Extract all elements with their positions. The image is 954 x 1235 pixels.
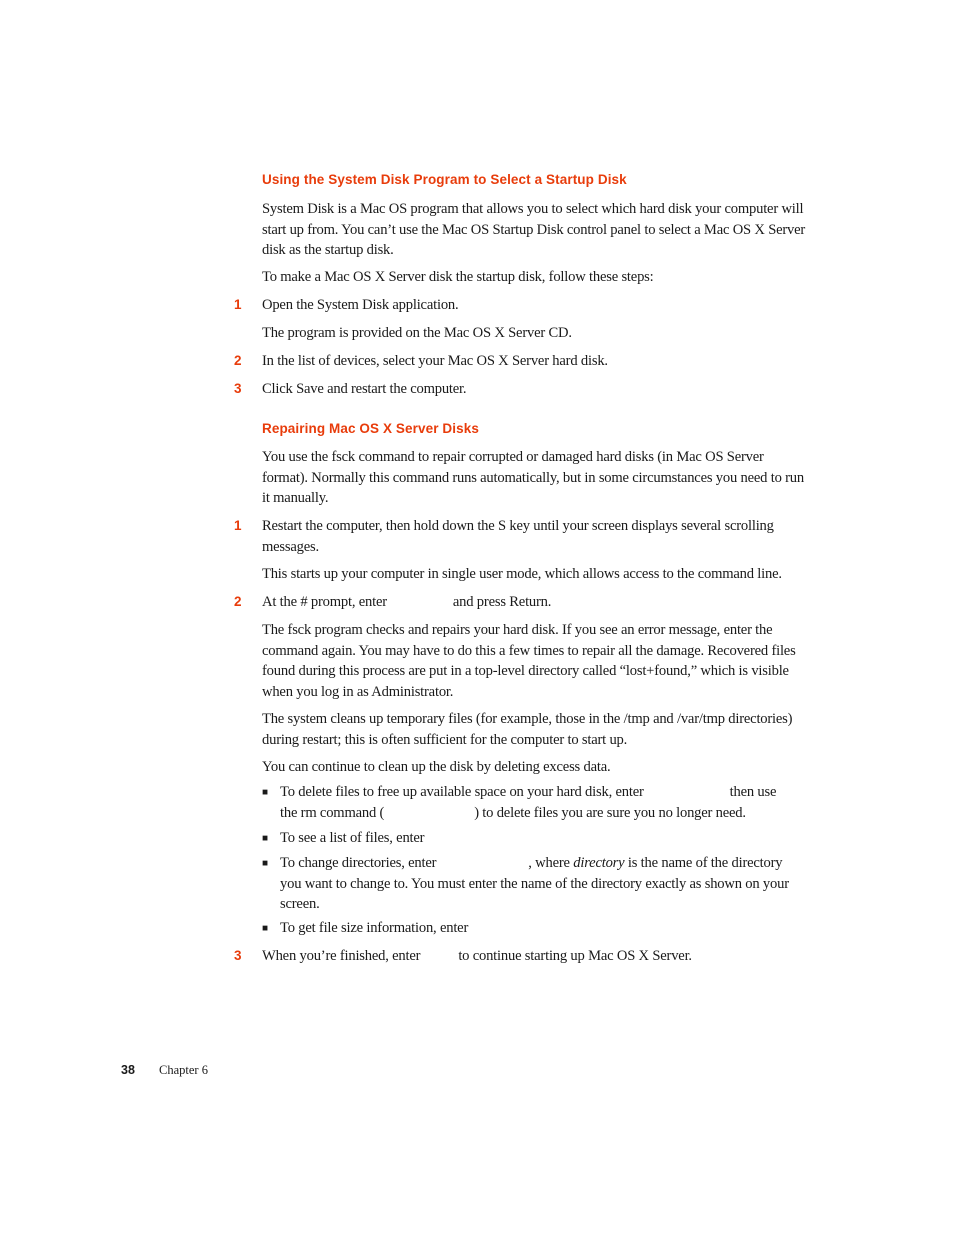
bullet-item: To see a list of files, enter xyxy=(280,830,425,846)
step-number: 1 xyxy=(234,518,242,533)
step-text-part: When you’re finished, enter xyxy=(262,948,421,964)
step-text-finish xyxy=(262,946,807,967)
bullet-text: To delete files to free up available space on your hard disk, enter xyxy=(280,784,644,800)
bullet-text: To change directories, enter xyxy=(280,855,437,871)
section-heading-system-disk: Using the System Disk Program to Select a Startup Disk xyxy=(262,172,627,187)
step-text: Restart the computer, then hold down the S key until your screen displays several scrolling messages. xyxy=(262,518,774,555)
step-text: Click Save and restart the computer. xyxy=(262,381,467,397)
step-number: 3 xyxy=(234,381,242,396)
bullet-text: , where xyxy=(528,855,570,871)
step-text: In the list of devices, select your Mac OS X Server hard disk. xyxy=(262,353,608,369)
paragraph-fsck-intro: You use the fsck command to repair corrupted or damaged hard disks (in Mac OS Server format). Normally this command runs automatically, but in some circumstances you need to run it manually. xyxy=(262,449,804,507)
step-note: The program is provided on the Mac OS X Server CD. xyxy=(262,325,572,341)
step-number: 2 xyxy=(234,353,242,368)
step-text-part: and press Return. xyxy=(452,594,552,610)
step-number: 2 xyxy=(234,594,242,609)
chapter-label: Chapter 6 xyxy=(159,1063,208,1077)
bullet-text: ) to delete files you are sure you no longer need. xyxy=(474,804,746,821)
paragraph-continue-cleanup: You can continue to clean up the disk by deleting excess data. xyxy=(262,759,611,775)
bullet-item: To get file size information, enter xyxy=(280,920,469,936)
bullet-text: then use xyxy=(729,784,777,800)
bullet-text: the rm command ( xyxy=(280,804,385,821)
bullet-text: is the name of the xyxy=(627,855,729,871)
step-text: Open the System Disk application. xyxy=(262,297,459,313)
paragraph-system-disk-intro: System Disk is a Mac OS program that allows you to select which hard disk your computer will start up from. You can’t use the Mac OS Startup Disk control panel to select a Mac OS X Server disk as the startup disk. xyxy=(262,201,806,259)
paragraph-temp-cleanup: The system cleans up temporary files (for example, those in the /tmp and /var/tmp directories) during restart; this is often sufficient for the computer to start up. xyxy=(262,711,793,748)
step-number: 3 xyxy=(234,948,242,963)
bullet-mark: ■ xyxy=(262,833,269,844)
step-text-part: At the # prompt, enter xyxy=(262,594,387,610)
paragraph-steps-lead: To make a Mac OS X Server disk the startup disk, follow these steps: xyxy=(262,269,654,285)
paragraph-fsck-results: The fsck program checks and repairs your hard disk. If you see an error message, enter the command again. You may have to do this a few times to repair all the damage. Recovered files found during this process are put in a top-level directory called “lost+found,” which is visible when you log in as Administrator. xyxy=(262,622,796,700)
step-note: This starts up your computer in single user mode, which allows access to the command line. xyxy=(262,566,782,582)
bullet-item xyxy=(280,853,807,915)
bullet-mark: ■ xyxy=(262,787,269,798)
step-number: 1 xyxy=(234,297,242,312)
step-text-prompt xyxy=(262,592,807,613)
bullet-text: directory you want to change to. You must enter the name of the directory exactly as shown on your screen. xyxy=(280,855,789,913)
bullet-text-emphasis: directory xyxy=(573,855,625,871)
bullet-mark: ■ xyxy=(262,858,269,869)
step-text-part: to continue starting up Mac OS X Server. xyxy=(458,948,692,964)
bullet-mark: ■ xyxy=(262,923,269,934)
page-number: 38 xyxy=(121,1063,135,1077)
bullet-item xyxy=(280,782,807,823)
section-heading-repairing: Repairing Mac OS X Server Disks xyxy=(262,421,479,436)
